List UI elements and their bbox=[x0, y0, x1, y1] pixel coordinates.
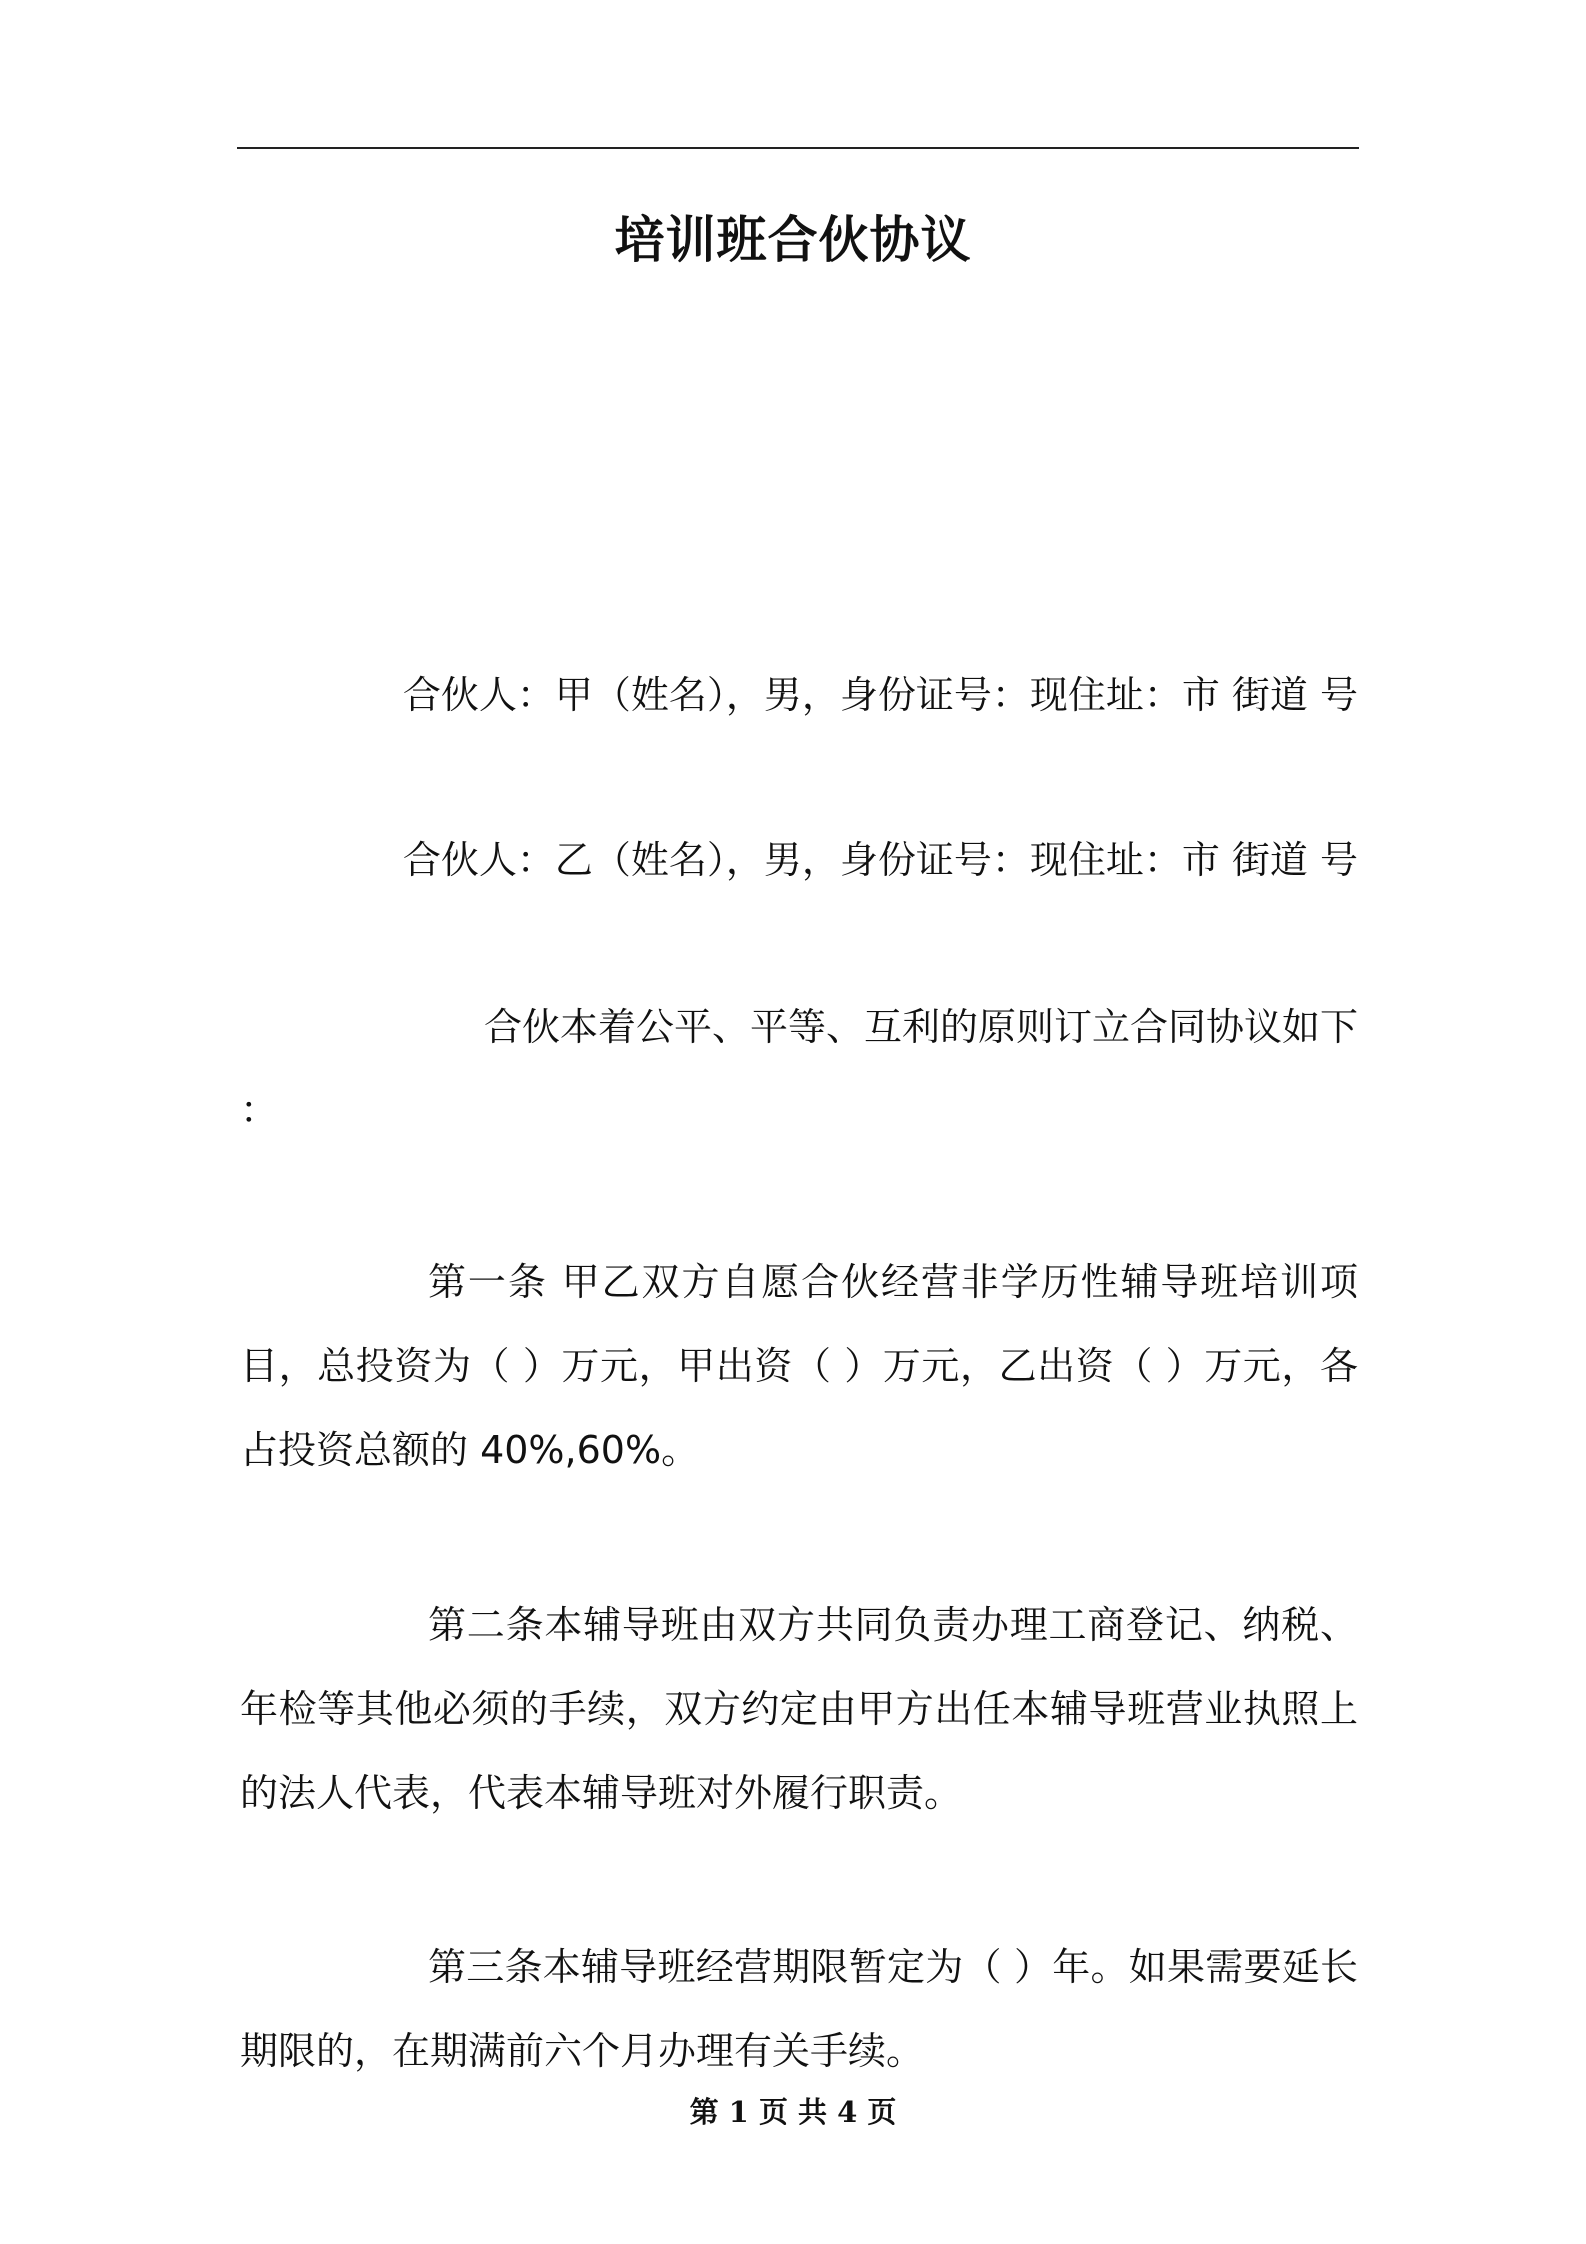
header-divider bbox=[237, 147, 1359, 149]
document-title: 培训班合伙协议 bbox=[614, 211, 972, 269]
clause-2: 第二条本辅导班由双方共同负责办理工商登记、纳税、年检等其他必须的手续，双方约定由甲方出任本辅导班营业执照上的法人代表，代表本辅导班对外履行职责。 bbox=[240, 1603, 1358, 1815]
party-a-line: 合伙人：甲（姓名），男，身份证号：现住址：市 街道 号 bbox=[402, 673, 1358, 717]
clause-3: 第三条本辅导班经营期限暂定为（ ）年。如果需要延长期限的，在期满前六个月办理有关手续。 bbox=[240, 1945, 1358, 2073]
page-number: 第 1 页 共 4 页 bbox=[689, 2095, 897, 2129]
party-b-line: 合伙人：乙（姓名），男，身份证号：现住址：市 街道 号 bbox=[402, 838, 1358, 882]
intro-colon: ： bbox=[240, 1088, 279, 1132]
clause-1: 第一条 甲乙双方自愿合伙经营非学历性辅导班培训项目，总投资为（ ）万元，甲出资（ ）万元，乙出资（ ）万元，各占投资总额的 40%,60%。 bbox=[240, 1260, 1358, 1472]
intro-line: 合伙本着公平、平等、互利的原则订立合同协议如下 bbox=[483, 1005, 1358, 1049]
